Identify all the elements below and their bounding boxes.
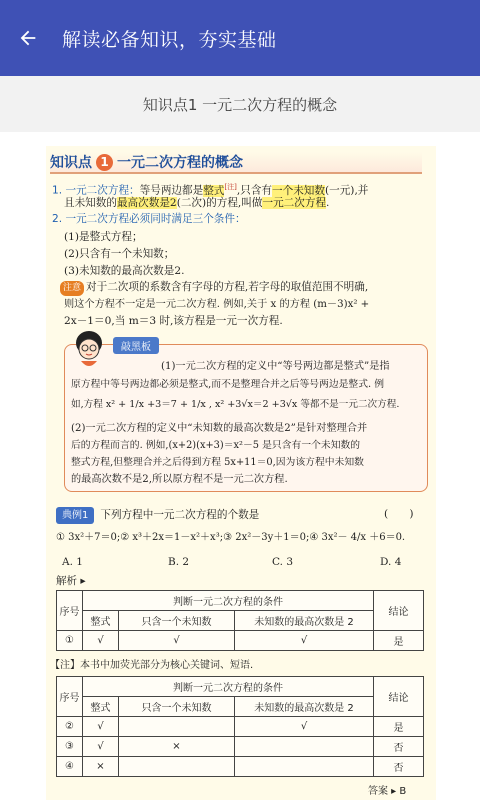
heading-number: 1 [96,154,113,171]
table-row [57,737,424,757]
section-subtitle: 知识点1 一元二次方程的概念 [0,76,480,132]
header-result: 结论 [374,591,424,631]
textbook-page-image[interactable] [46,146,436,800]
table-row [57,757,424,777]
table-row [57,631,424,651]
header-seq: 序号 [57,677,83,717]
cell: √ [235,717,374,737]
cell: × [119,737,235,757]
cell [235,757,374,777]
answer-parentheses: ( ) [384,508,414,520]
analysis-label: 解析 ▸ [56,575,86,587]
conditions-heading: 2. 一元二次方程必须同时满足三个条件： [52,213,246,225]
text: ,只含有 [236,184,273,197]
text: 对于二次项的系数含有字母的方程,若字母的取值范围不明确, [86,281,369,293]
header-conditions: 判断一元二次方程的条件 [83,591,374,611]
blackboard-box [64,344,428,492]
cell: × [83,757,119,777]
attention-line-1 [60,280,368,296]
cell: ③ [57,737,83,757]
condition-2: (2)只含有一个未知数； [64,248,175,260]
option-b: B. 2 [168,556,190,568]
text: 等号两边都是 [139,184,204,197]
text: (一元),并 [324,184,369,197]
header-col-1: 整式 [83,697,119,717]
table-row [57,717,424,737]
definition-line-2 [64,196,329,211]
highlight: 最高次数是2 [116,197,177,209]
highlight: 一元二次方程 [262,197,327,209]
cell [119,717,235,737]
highlight: 整式 [203,184,225,197]
cell: √ [119,631,235,651]
cell: √ [83,631,119,651]
judgement-table-1 [56,590,424,651]
teacher-avatar-icon [69,327,109,371]
example-question [56,507,259,524]
cell: ④ [57,757,83,777]
cell: 是 [374,631,424,651]
knowledge-point-heading [50,152,422,174]
cell: 是 [374,717,424,737]
cell: √ [83,717,119,737]
judgement-table-2 [56,676,424,777]
header-col-1: 整式 [83,611,119,631]
blackboard-line-5: 后的方程而言的. 例如,(x+2)(x+3)＝x²－5 是只含有一个未知数的 [71,440,361,451]
option-d: D. 4 [380,556,402,568]
attention-tag: 注意 [60,281,84,296]
text: 下列方程中一元二次方程的个数是 [100,509,260,521]
example-tag: 典例1 [56,507,94,524]
blackboard-line-3: 如,方程 x² + 1/x +3＝7 + 1/x , x² +3√x＝2 +3√x 等都不是一元二次方程. [71,399,400,410]
header-result: 结论 [374,677,424,717]
highlight: 一个未知数 [272,184,325,197]
header-col-2: 只含一个未知数 [119,697,235,717]
cell: √ [235,631,374,651]
cell: √ [83,737,119,757]
page-title: 解读必备知识，夯实基础 [62,28,277,51]
header-col-3: 未知数的最高次数是 2 [235,611,374,631]
blackboard-line-7: 的最高次数不是2,所以原方程不是一元二次方程. [71,474,288,485]
app-bar [0,0,480,76]
blackboard-line-6: 整式方程,但整理合并之后得到方程 5x+11＝0,因为该方程中未知数 [71,457,364,468]
note-mark: [注] [224,183,237,191]
attention-line-2: 则这个方程不一定是一元二次方程. 例如,关于 x 的方程 (m－3)x² + [64,299,370,310]
cell: ① [57,631,83,651]
option-a: A. 1 [62,556,83,568]
cell [235,737,374,757]
header-conditions: 判断一元二次方程的条件 [83,677,374,697]
definition-label: 1. 一元二次方程： [52,184,140,197]
blackboard-line-4: (2)一元二次方程的定义中“未知数的最高次数是2”是针对整理合并 [71,423,368,434]
blackboard-tag: 敲黑板 [113,337,159,354]
text: (二次)的方程,叫做 [176,197,263,209]
header-col-2: 只含一个未知数 [119,611,235,631]
cell: ② [57,717,83,737]
heading-prefix: 知识点 [50,155,92,171]
condition-1: (1)是整式方程； [64,231,143,243]
header-seq: 序号 [57,591,83,631]
cell: 否 [374,737,424,757]
attention-line-3: 2x－1＝0,当 m＝3 时,该方程是一元一次方程. [64,315,283,327]
cell: 否 [374,757,424,777]
text: 且未知数的 [64,197,117,209]
footnote: 【注】本书中加荧光部分为核心关键词、短语. [50,660,254,671]
blackboard-line-1: (1)一元二次方程的定义中“等号两边都是整式”是指 [161,361,390,372]
condition-3: (3)未知数的最高次数是2. [64,265,185,277]
answer-label: 答案 ▸ B [368,786,407,797]
example-equations: ① 3x²＋7＝0;② x³＋2x＝1－x²＋x³;③ 2x²－3y＋1＝0;④ 3x²－ 4/x ＋6＝0. [56,532,406,543]
arrow-left-icon [17,27,39,49]
text: . [326,197,330,209]
blackboard-line-2: 原方程中等号两边都必须是整式,而不是整理合并之后等号两边是整式. 例 [71,379,385,390]
option-c: C. 3 [272,556,294,568]
cell [119,757,235,777]
header-col-3: 未知数的最高次数是 2 [235,697,374,717]
back-button[interactable] [0,0,56,76]
heading-text: 一元二次方程的概念 [117,155,243,171]
